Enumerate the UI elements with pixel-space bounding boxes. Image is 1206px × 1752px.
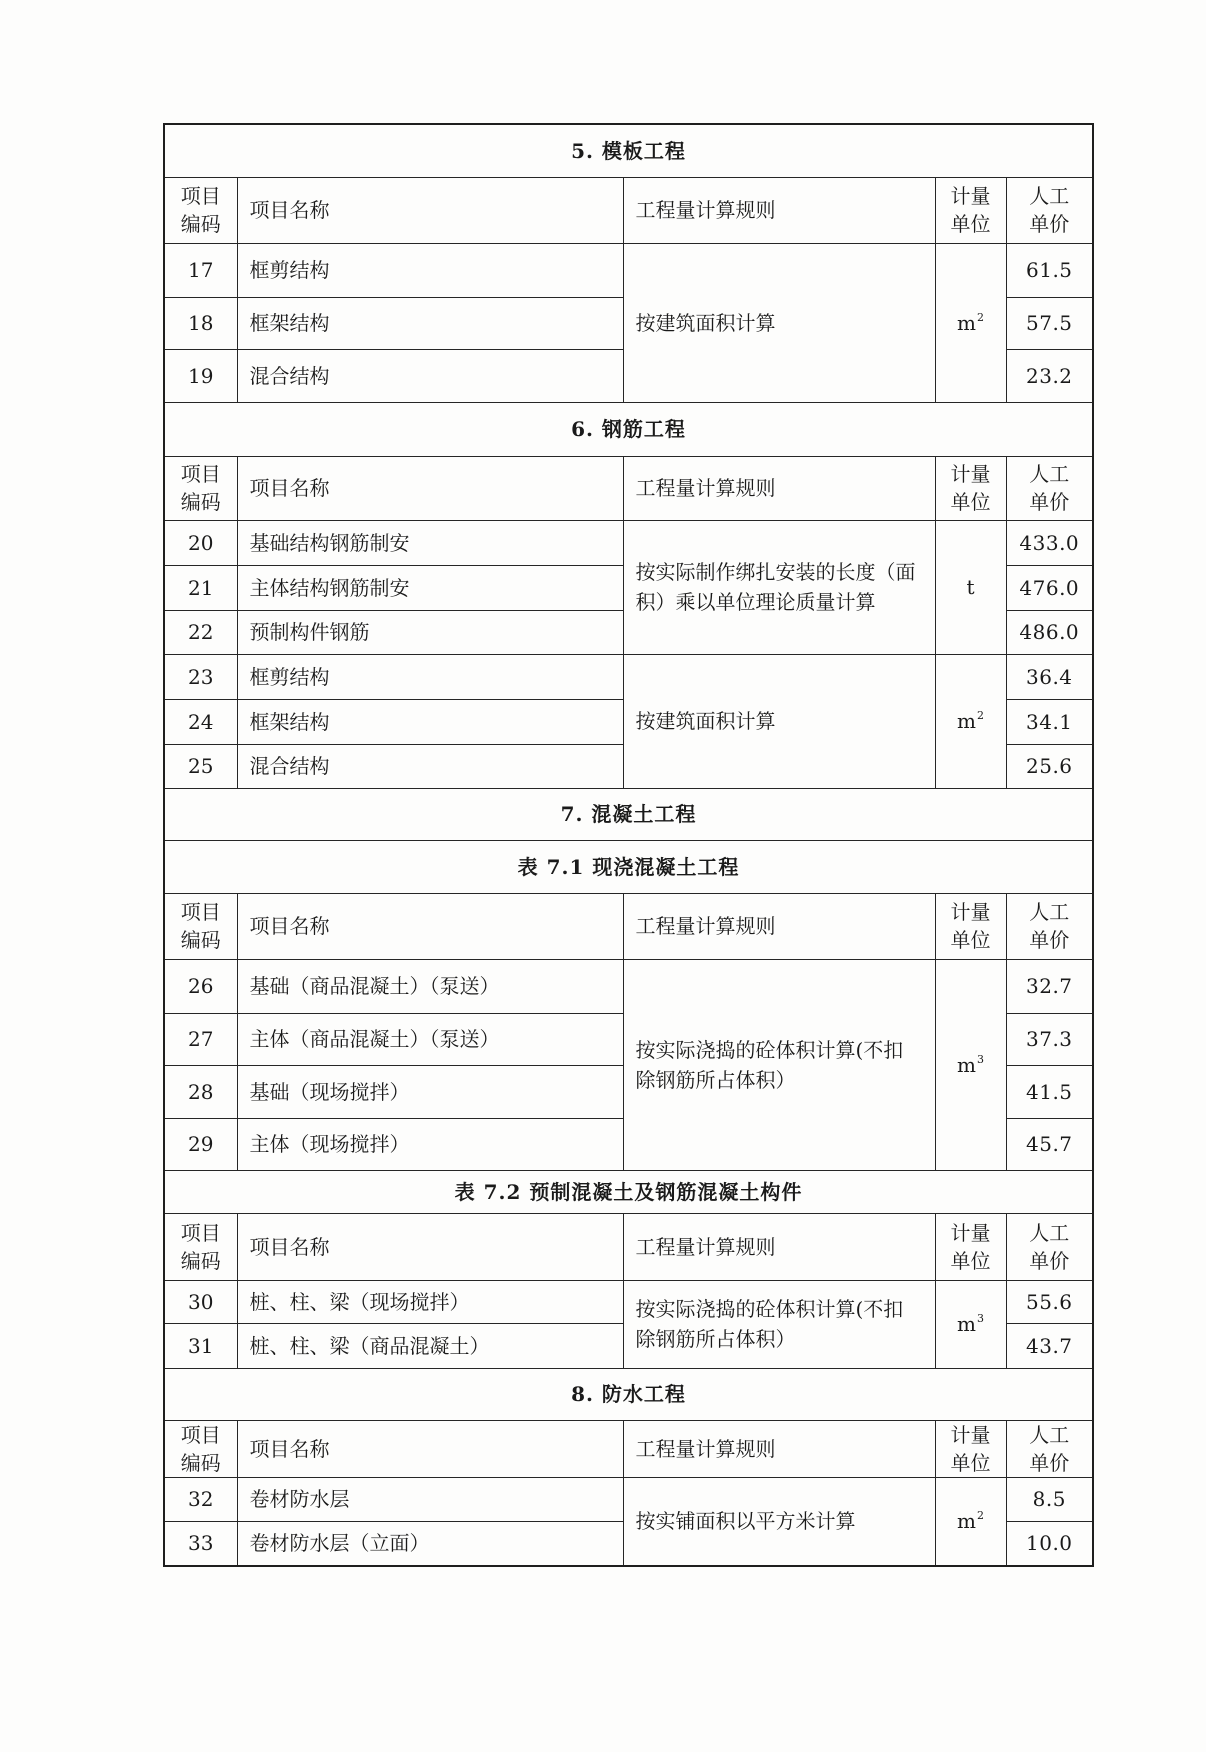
column-header-name: 项目名称 bbox=[237, 456, 623, 520]
item-name: 桩、柱、梁（商品混凝土） bbox=[237, 1323, 623, 1368]
item-name: 主体（现场搅拌） bbox=[237, 1118, 623, 1170]
measure-unit bbox=[935, 520, 1006, 654]
table-row bbox=[164, 243, 1093, 297]
measure-unit bbox=[935, 243, 1006, 402]
item-code: 25 bbox=[164, 744, 237, 788]
item-code: 32 bbox=[164, 1477, 237, 1521]
header-row bbox=[164, 893, 1093, 959]
unit-price: 55.6 bbox=[1006, 1280, 1093, 1323]
price-table bbox=[163, 123, 1094, 1567]
column-header-code bbox=[164, 1420, 237, 1477]
unit-price: 36.4 bbox=[1006, 654, 1093, 699]
column-header-rule: 工程量计算规则 bbox=[623, 1213, 935, 1280]
column-header-rule: 工程量计算规则 bbox=[623, 893, 935, 959]
section-title-row bbox=[164, 402, 1093, 456]
column-header-rule: 工程量计算规则 bbox=[623, 1420, 935, 1477]
section-title-row bbox=[164, 1368, 1093, 1420]
column-header-name: 项目名称 bbox=[237, 177, 623, 243]
column-header-code-label: 项目编码 bbox=[180, 462, 221, 514]
column-header-unit-label: 计量单位 bbox=[950, 462, 991, 514]
section-title: 7. 混凝土工程 bbox=[164, 788, 1093, 840]
column-header-code-label: 项目编码 bbox=[180, 184, 221, 236]
item-code: 20 bbox=[164, 520, 237, 565]
column-header-name: 项目名称 bbox=[237, 893, 623, 959]
unit-base: m bbox=[957, 1052, 976, 1077]
item-code: 27 bbox=[164, 1013, 237, 1065]
header-row bbox=[164, 177, 1093, 243]
unit-price: 34.1 bbox=[1006, 699, 1093, 744]
unit-price: 486.0 bbox=[1006, 610, 1093, 654]
column-header-code-label: 项目编码 bbox=[180, 1422, 221, 1475]
column-header-price bbox=[1006, 177, 1093, 243]
item-name: 主体（商品混凝土）（泵送） bbox=[237, 1013, 623, 1065]
calc-rule: 按实际浇捣的砼体积计算(不扣除钢筋所占体积） bbox=[623, 1280, 935, 1368]
table-row bbox=[164, 520, 1093, 565]
table-row bbox=[164, 1280, 1093, 1323]
item-code: 28 bbox=[164, 1065, 237, 1118]
item-name: 基础（商品混凝土）（泵送） bbox=[237, 959, 623, 1013]
column-header-rule: 工程量计算规则 bbox=[623, 177, 935, 243]
column-header-price-label: 人工单价 bbox=[1029, 184, 1070, 236]
section-title-row bbox=[164, 788, 1093, 840]
unit-price: 37.3 bbox=[1006, 1013, 1093, 1065]
item-code: 33 bbox=[164, 1521, 237, 1566]
item-name: 基础结构钢筋制安 bbox=[237, 520, 623, 565]
table-row bbox=[164, 959, 1093, 1013]
column-header-unit-label: 计量单位 bbox=[950, 1220, 991, 1273]
column-header-unit bbox=[935, 456, 1006, 520]
column-header-code bbox=[164, 456, 237, 520]
unit-price: 57.5 bbox=[1006, 297, 1093, 349]
section-title-row bbox=[164, 124, 1093, 177]
unit-price: 61.5 bbox=[1006, 243, 1093, 297]
column-header-unit bbox=[935, 893, 1006, 959]
column-header-price-label: 人工单价 bbox=[1029, 462, 1070, 514]
table-row bbox=[164, 1477, 1093, 1521]
item-code: 22 bbox=[164, 610, 237, 654]
item-name: 桩、柱、梁（现场搅拌） bbox=[237, 1280, 623, 1323]
item-name: 框剪结构 bbox=[237, 243, 623, 297]
column-header-code-label: 项目编码 bbox=[180, 900, 221, 952]
unit-exponent: 2 bbox=[976, 1509, 984, 1523]
column-header-unit bbox=[935, 1420, 1006, 1477]
unit-price: 45.7 bbox=[1006, 1118, 1093, 1170]
table-body bbox=[164, 124, 1093, 1566]
column-header-unit-label: 计量单位 bbox=[950, 900, 991, 952]
unit-price: 43.7 bbox=[1006, 1323, 1093, 1368]
section-title: 表 7.1 现浇混凝土工程 bbox=[164, 840, 1093, 893]
column-header-name: 项目名称 bbox=[237, 1420, 623, 1477]
item-name: 卷材防水层（立面） bbox=[237, 1521, 623, 1566]
column-header-unit-label: 计量单位 bbox=[950, 184, 991, 236]
unit-price: 8.5 bbox=[1006, 1477, 1093, 1521]
header-row bbox=[164, 1420, 1093, 1477]
item-code: 29 bbox=[164, 1118, 237, 1170]
unit-base: t bbox=[966, 575, 975, 599]
column-header-price bbox=[1006, 893, 1093, 959]
column-header-code-label: 项目编码 bbox=[180, 1220, 221, 1273]
item-name: 主体结构钢筋制安 bbox=[237, 565, 623, 610]
column-header-name: 项目名称 bbox=[237, 1213, 623, 1280]
item-code: 18 bbox=[164, 297, 237, 349]
measure-unit bbox=[935, 654, 1006, 788]
item-code: 24 bbox=[164, 699, 237, 744]
column-header-unit bbox=[935, 177, 1006, 243]
section-title: 6. 钢筋工程 bbox=[164, 402, 1093, 456]
column-header-price-label: 人工单价 bbox=[1029, 1422, 1070, 1475]
unit-exponent: 3 bbox=[976, 1312, 984, 1325]
section-title: 8. 防水工程 bbox=[164, 1368, 1093, 1420]
column-header-rule: 工程量计算规则 bbox=[623, 456, 935, 520]
item-code: 19 bbox=[164, 349, 237, 402]
unit-base: m bbox=[957, 709, 976, 733]
item-name: 预制构件钢筋 bbox=[237, 610, 623, 654]
measure-unit bbox=[935, 1477, 1006, 1566]
item-code: 21 bbox=[164, 565, 237, 610]
column-header-price bbox=[1006, 456, 1093, 520]
unit-price: 23.2 bbox=[1006, 349, 1093, 402]
item-name: 框架结构 bbox=[237, 699, 623, 744]
unit-base: m bbox=[957, 310, 976, 335]
column-header-price-label: 人工单价 bbox=[1029, 1220, 1070, 1273]
column-header-code bbox=[164, 1213, 237, 1280]
unit-price: 433.0 bbox=[1006, 520, 1093, 565]
section-title: 5. 模板工程 bbox=[164, 124, 1093, 177]
column-header-price bbox=[1006, 1213, 1093, 1280]
section-title-row bbox=[164, 840, 1093, 893]
item-code: 23 bbox=[164, 654, 237, 699]
item-name: 框架结构 bbox=[237, 297, 623, 349]
header-row bbox=[164, 1213, 1093, 1280]
item-code: 31 bbox=[164, 1323, 237, 1368]
measure-unit bbox=[935, 1280, 1006, 1368]
calc-rule: 按建筑面积计算 bbox=[623, 654, 935, 788]
calc-rule: 按实际浇捣的砼体积计算(不扣除钢筋所占体积） bbox=[623, 959, 935, 1170]
unit-exponent: 2 bbox=[976, 709, 984, 722]
unit-price: 41.5 bbox=[1006, 1065, 1093, 1118]
column-header-price bbox=[1006, 1420, 1093, 1477]
item-name: 基础（现场搅拌） bbox=[237, 1065, 623, 1118]
column-header-code bbox=[164, 893, 237, 959]
column-header-price-label: 人工单价 bbox=[1029, 900, 1070, 952]
item-name: 混合结构 bbox=[237, 349, 623, 402]
item-code: 30 bbox=[164, 1280, 237, 1323]
unit-price: 32.7 bbox=[1006, 959, 1093, 1013]
item-name: 混合结构 bbox=[237, 744, 623, 788]
table-row bbox=[164, 654, 1093, 699]
section-title-row bbox=[164, 1170, 1093, 1213]
section-title: 表 7.2 预制混凝土及钢筋混凝土构件 bbox=[164, 1170, 1093, 1213]
unit-base: m bbox=[957, 1509, 976, 1534]
calc-rule: 按建筑面积计算 bbox=[623, 243, 935, 402]
header-row bbox=[164, 456, 1093, 520]
column-header-unit bbox=[935, 1213, 1006, 1280]
calc-rule: 按实铺面积以平方米计算 bbox=[623, 1477, 935, 1566]
item-code: 26 bbox=[164, 959, 237, 1013]
unit-price: 10.0 bbox=[1006, 1521, 1093, 1566]
unit-exponent: 2 bbox=[976, 310, 984, 324]
unit-price: 476.0 bbox=[1006, 565, 1093, 610]
item-name: 框剪结构 bbox=[237, 654, 623, 699]
item-name: 卷材防水层 bbox=[237, 1477, 623, 1521]
column-header-unit-label: 计量单位 bbox=[950, 1422, 991, 1475]
measure-unit bbox=[935, 959, 1006, 1170]
unit-exponent: 3 bbox=[976, 1052, 984, 1066]
unit-base: m bbox=[957, 1312, 976, 1336]
unit-price: 25.6 bbox=[1006, 744, 1093, 788]
column-header-code bbox=[164, 177, 237, 243]
calc-rule: 按实际制作绑扎安装的长度（面积）乘以单位理论质量计算 bbox=[623, 520, 935, 654]
item-code: 17 bbox=[164, 243, 237, 297]
